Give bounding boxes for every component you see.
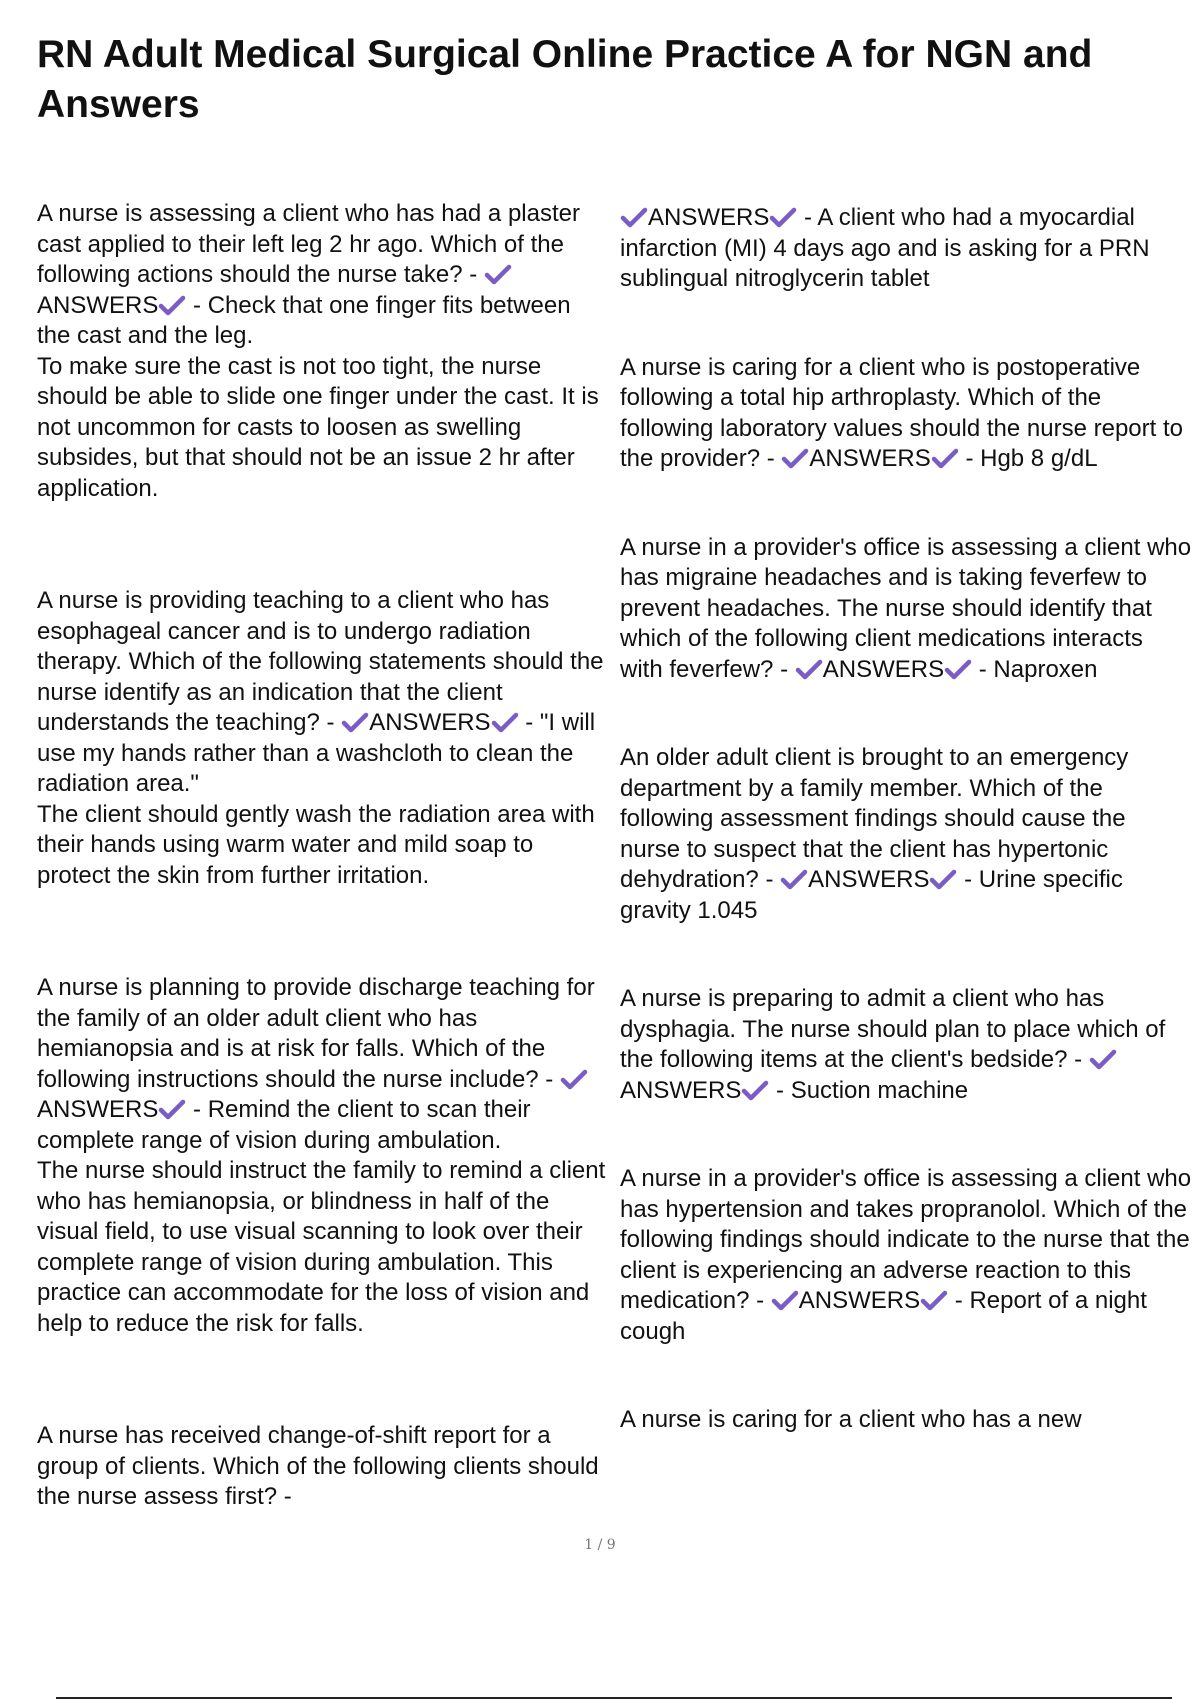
- answer-text: - "I will use my hands rather than a washcloth to clean the radiation area.": [37, 709, 596, 797]
- answers-label: ANSWERS: [37, 1096, 159, 1123]
- question-item: [620, 1405, 1192, 1436]
- question-text: A nurse in a provider's office is assessing a client who has migraine headaches and is taking feverfew to prevent headaches. The nurse should identify that which of the following client medications interacts with feverfew? -: [620, 533, 1192, 683]
- question-item: [37, 973, 607, 1339]
- checkmark-icon: [741, 1079, 769, 1101]
- answer-text: - Hgb 8 g/dL: [965, 445, 1098, 472]
- question-text: A nurse is planning to provide discharge teaching for the family of an older adult client who has hemianopsia and is at risk for falls. Which of the following instructions should the nurse include? -: [37, 974, 595, 1093]
- checkmark-icon: [929, 868, 957, 890]
- answers-label: ANSWERS: [809, 445, 931, 472]
- rationale-text: The nurse should instruct the family to remind a client who has hemianopsia, or blindness in half of the visual field, to use visual scanning to look over their complete range of vision during ambulation. This practice can accommodate for the loss of vision and help to reduce the risk for falls.: [37, 1157, 606, 1337]
- answers-label: ANSWERS: [798, 1287, 921, 1314]
- checkmark-icon: [944, 658, 972, 680]
- question-text: A nurse is providing teaching to a client who has esophageal cancer and is to undergo radiation therapy. Which of the following statements should the nurse identify as an indication that the client understands the teaching? -: [37, 587, 604, 736]
- footer-divider: [56, 1697, 1172, 1699]
- question-text: A nurse is caring for a client who is postoperative following a total hip arthroplasty. Which of the following laboratory values should the nurse report to the provider? -: [620, 353, 1183, 472]
- checkmark-icon: [781, 447, 809, 469]
- answers-label: ANSWERS: [648, 204, 770, 231]
- checkmark-icon: [771, 1289, 799, 1311]
- question-item: [37, 1421, 607, 1513]
- question-text: An older adult client is brought to an emergency department by a family member. Which of the following assessment findings should cause the nurse to suspect that the client has hypertonic dehydration? -: [620, 744, 1129, 893]
- checkmark-icon: [158, 294, 186, 316]
- answer-text: - Urine specific gravity 1.045: [620, 866, 1123, 924]
- checkmark-icon: [484, 263, 512, 285]
- checkmark-icon: [560, 1068, 588, 1090]
- page-number: 1 / 9: [584, 1537, 616, 1553]
- question-text: A nurse is assessing a client who has had a plaster cast applied to their left leg 2 hr ago. Which of the following actions should the nurse take? -: [37, 200, 580, 288]
- answer-text: - Check that one finger fits between the cast and the leg.: [37, 291, 571, 349]
- question-item: [37, 199, 607, 504]
- question-text: A nurse is preparing to admit a client who has dysphagia. The nurse should plan to place which of the following items at the client's bedside? -: [620, 985, 1166, 1073]
- answer-text: - Remind the client to scan their complete range of vision during ambulation.: [37, 1096, 531, 1154]
- question-item: [620, 353, 1192, 475]
- question-item: [620, 984, 1192, 1106]
- question-text: A nurse is caring for a client who has a new: [620, 1406, 1082, 1433]
- answer-text: - A client who had a myocardial infarction (MI) 4 days ago and is asking for a PRN sublingual nitroglycerin tablet: [620, 204, 1150, 292]
- answers-label: ANSWERS: [808, 866, 930, 893]
- checkmark-icon: [769, 206, 797, 228]
- rationale-text: To make sure the cast is not too tight, the nurse should be able to slide one finger under the cast. It is not uncommon for casts to loosen as swelling subsides, but that should not be an issue 2 hr after application.: [37, 352, 599, 502]
- checkmark-icon: [795, 658, 823, 680]
- question-item: [37, 586, 607, 891]
- checkmark-icon: [1089, 1048, 1117, 1070]
- question-item: [620, 743, 1192, 926]
- answers-label: ANSWERS: [822, 655, 945, 683]
- answers-label: ANSWERS: [620, 1076, 742, 1104]
- checkmark-icon: [920, 1289, 948, 1311]
- answers-label: ANSWERS: [369, 709, 491, 736]
- question-text: A nurse in a provider's office is assessing a client who has hypertension and takes propranolol. Which of the following findings should indicate to the nurse that the client is experiencing an adverse reaction to this medication? -: [620, 1165, 1192, 1314]
- checkmark-icon: [491, 711, 519, 733]
- left-column: [37, 199, 607, 1513]
- checkmark-icon: [158, 1098, 186, 1120]
- checkmark-icon: [931, 447, 959, 469]
- right-column: [620, 203, 1192, 1436]
- checkmark-icon: [341, 711, 369, 733]
- question-text: A nurse has received change-of-shift report for a group of clients. Which of the following clients should the nurse assess first? -: [37, 1422, 599, 1510]
- question-item: [620, 1164, 1192, 1347]
- checkmark-icon: [780, 868, 808, 890]
- answer-text: - Report of a night cough: [620, 1287, 1147, 1345]
- answer-text: - Naproxen: [978, 655, 1098, 683]
- answers-label: ANSWERS: [37, 291, 159, 319]
- question-item: [620, 203, 1192, 295]
- checkmark-icon: [620, 206, 648, 228]
- rationale-text: The client should gently wash the radiation area with their hands using warm water and mild soap to protect the skin from further irritation.: [37, 800, 595, 889]
- document-title: RN Adult Medical Surgical Online Practice A for NGN and Answers: [37, 33, 1093, 126]
- answer-text: - Suction machine: [776, 1076, 969, 1104]
- question-item: [620, 533, 1192, 686]
